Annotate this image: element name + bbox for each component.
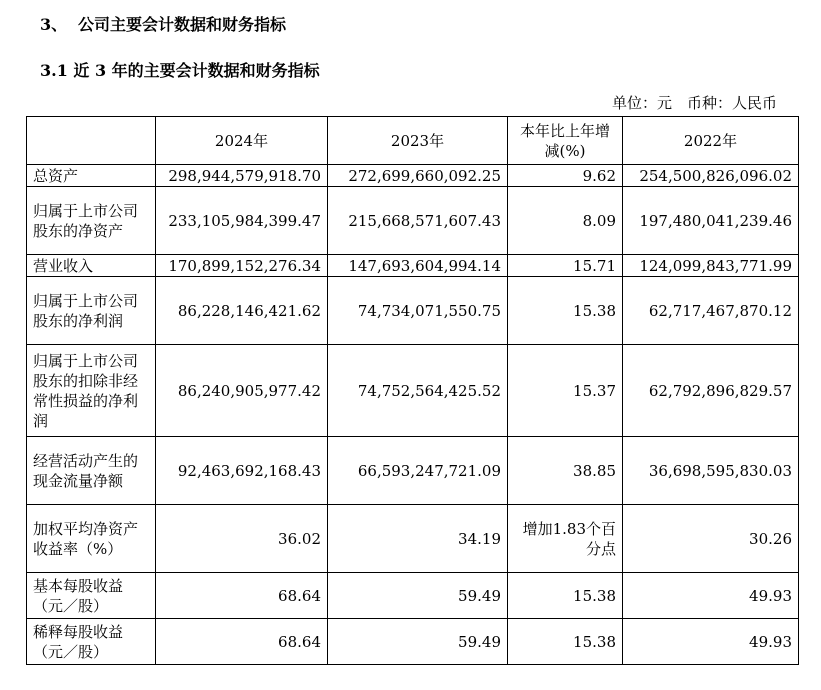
row-label: 归属于上市公司股东的净利润 xyxy=(27,277,156,345)
cell-change: 38.85 xyxy=(508,437,623,505)
table-row xyxy=(27,619,799,665)
cell-2023: 74,752,564,425.52 xyxy=(328,345,508,437)
section-title: 公司主要会计数据和财务指标 xyxy=(78,15,287,34)
cell-2023: 34.19 xyxy=(328,505,508,573)
table-row xyxy=(27,165,799,187)
row-label: 稀释每股收益（元／股） xyxy=(27,619,156,665)
table-row xyxy=(27,505,799,573)
cell-2023: 147,693,604,994.14 xyxy=(328,255,508,277)
cell-2022: 36,698,595,830.03 xyxy=(623,437,799,505)
cell-2022: 254,500,826,096.02 xyxy=(623,165,799,187)
cell-2024: 86,228,146,421.62 xyxy=(156,277,328,345)
table-row xyxy=(27,255,799,277)
cell-2022: 30.26 xyxy=(623,505,799,573)
cell-2022: 197,480,041,239.46 xyxy=(623,187,799,255)
row-label: 加权平均净资产收益率（%） xyxy=(27,505,156,573)
section-heading xyxy=(40,12,286,35)
cell-2023: 215,668,571,607.43 xyxy=(328,187,508,255)
cell-2024: 92,463,692,168.43 xyxy=(156,437,328,505)
row-label: 经营活动产生的现金流量净额 xyxy=(27,437,156,505)
cell-2023: 74,734,071,550.75 xyxy=(328,277,508,345)
cell-change: 8.09 xyxy=(508,187,623,255)
cell-2023: 66,593,247,721.09 xyxy=(328,437,508,505)
cell-change: 9.62 xyxy=(508,165,623,187)
table-row xyxy=(27,573,799,619)
header-cell-2022: 2022年 xyxy=(623,117,799,165)
row-label: 总资产 xyxy=(27,165,156,187)
unit-line: 单位：元 币种：人民币 xyxy=(611,94,777,112)
cell-2024: 68.64 xyxy=(156,619,328,665)
header-cell-change: 本年比上年增减(%) xyxy=(508,117,623,165)
cell-2024: 233,105,984,399.47 xyxy=(156,187,328,255)
table-row xyxy=(27,437,799,505)
section-number: 3、 xyxy=(40,15,68,34)
table-row xyxy=(27,187,799,255)
row-label: 营业收入 xyxy=(27,255,156,277)
cell-2022: 62,792,896,829.57 xyxy=(623,345,799,437)
header-cell-2024: 2024年 xyxy=(156,117,328,165)
header-cell-2023: 2023年 xyxy=(328,117,508,165)
table-row xyxy=(27,345,799,437)
cell-change: 15.38 xyxy=(508,619,623,665)
row-label: 归属于上市公司股东的扣除非经常性损益的净利润 xyxy=(27,345,156,437)
header-cell-blank xyxy=(27,117,156,165)
cell-2024: 36.02 xyxy=(156,505,328,573)
cell-change: 增加1.83个百分点 xyxy=(508,505,623,573)
cell-2024: 298,944,579,918.70 xyxy=(156,165,328,187)
cell-2023: 59.49 xyxy=(328,573,508,619)
cell-2024: 86,240,905,977.42 xyxy=(156,345,328,437)
cell-2024: 68.64 xyxy=(156,573,328,619)
cell-2022: 62,717,467,870.12 xyxy=(623,277,799,345)
cell-change: 15.38 xyxy=(508,277,623,345)
cell-2022: 49.93 xyxy=(623,619,799,665)
row-label: 基本每股收益（元／股） xyxy=(27,573,156,619)
cell-change: 15.38 xyxy=(508,573,623,619)
cell-2022: 124,099,843,771.99 xyxy=(623,255,799,277)
cell-change: 15.71 xyxy=(508,255,623,277)
financial-indicators-table xyxy=(26,116,799,665)
cell-2024: 170,899,152,276.34 xyxy=(156,255,328,277)
cell-change: 15.37 xyxy=(508,345,623,437)
table-row xyxy=(27,277,799,345)
cell-2023: 272,699,660,092.25 xyxy=(328,165,508,187)
subsection-heading: 3.1 近 3 年的主要会计数据和财务指标 xyxy=(40,61,320,80)
row-label: 归属于上市公司股东的净资产 xyxy=(27,187,156,255)
table-header-row xyxy=(27,117,799,165)
cell-2022: 49.93 xyxy=(623,573,799,619)
cell-2023: 59.49 xyxy=(328,619,508,665)
